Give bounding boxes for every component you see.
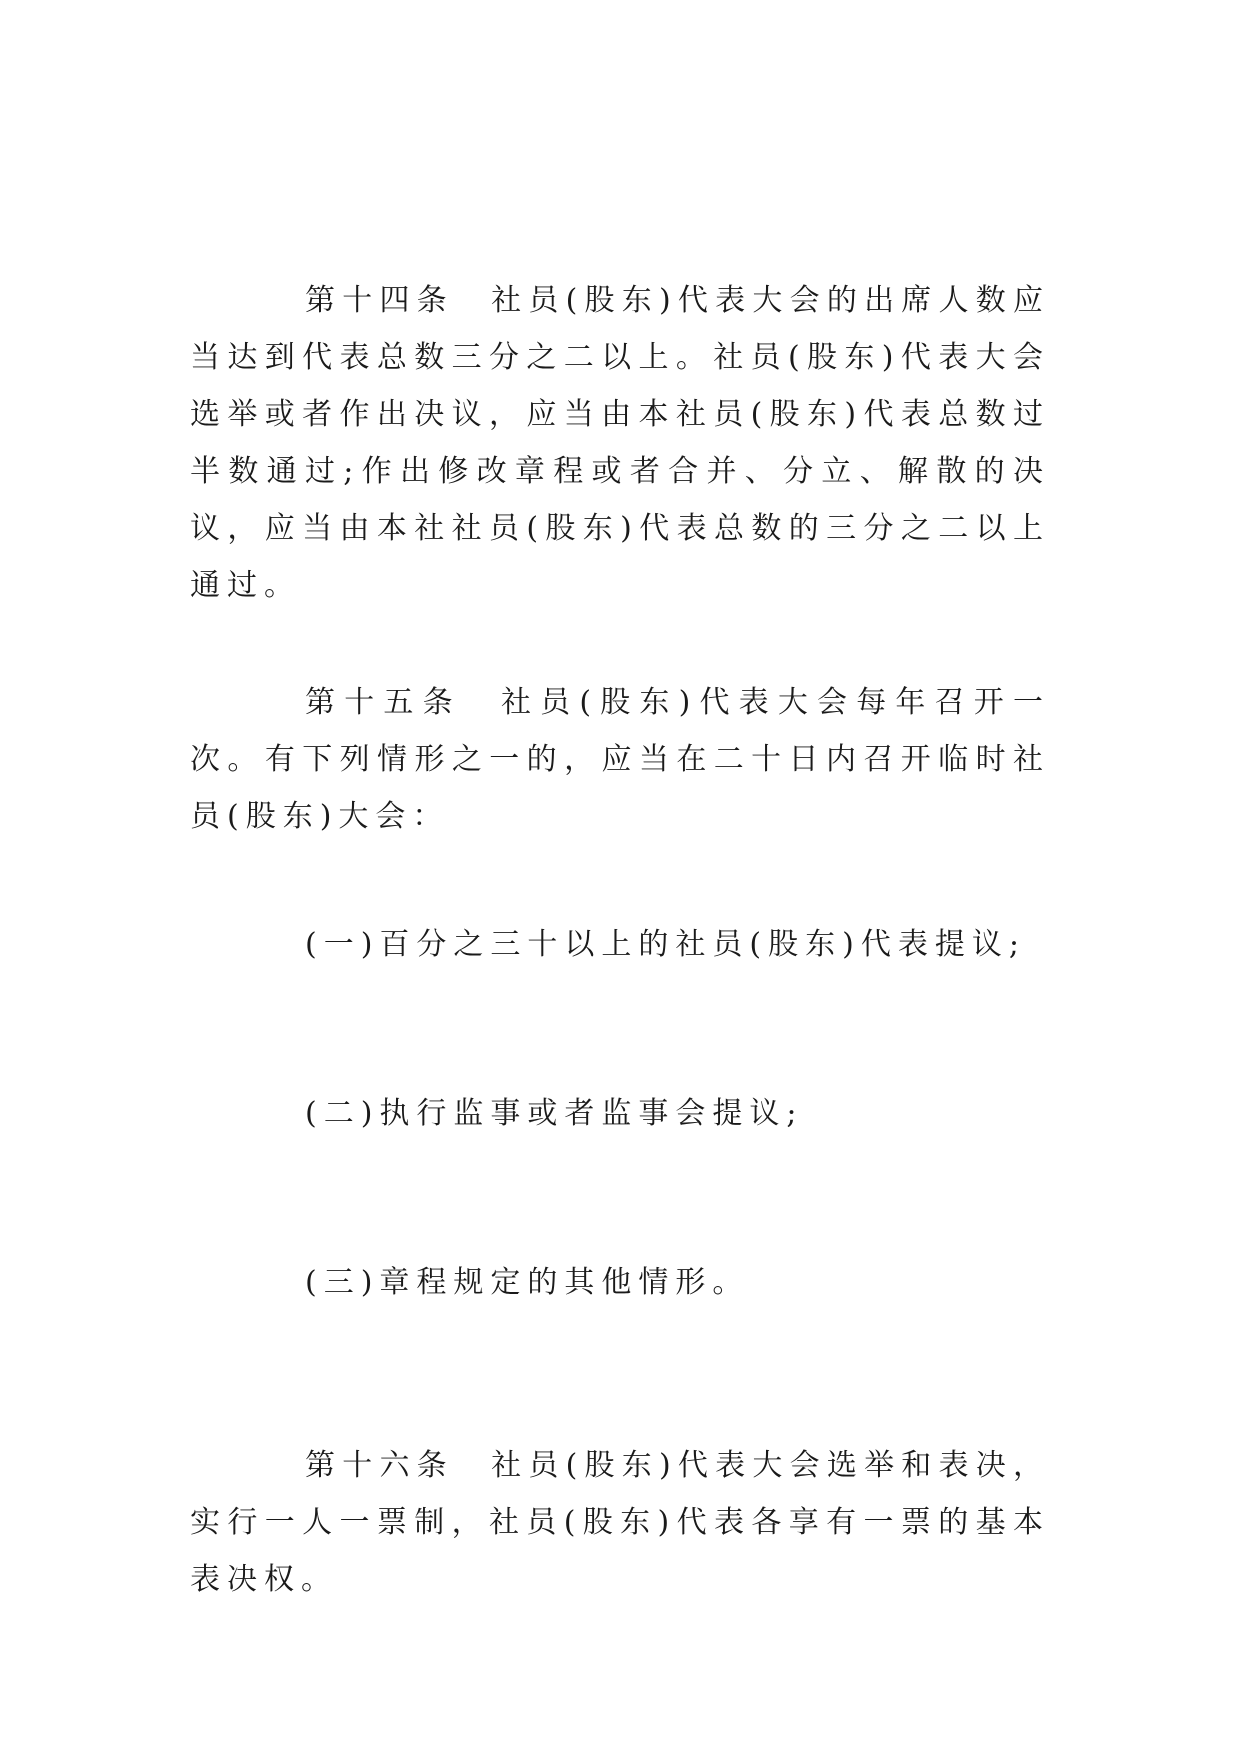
article-14-paragraph: 第十四条 社员(股东)代表大会的出席人数应当达到代表总数三分之二以上。社员(股东)代表大会选举或者作出决议，应当由本社员(股东)代表总数过半数通过;作出修改章程或者合并、分立、解散的决议，应当由本社社员(股东)代表总数的三分之二以上通过。: [190, 283, 1050, 603]
article-15-item-2: (二)执行监事或者监事会提议;: [305, 1096, 804, 1131]
article-15-item-1: (一)百分之三十以上的社员(股东)代表提议;: [305, 927, 1026, 962]
article-15-paragraph: 第十五条 社员(股东)代表大会每年召开一次。有下列情形之一的，应当在二十日内召开临时社员(股东)大会：: [190, 685, 1050, 834]
article-16-paragraph: 第十六条 社员(股东)代表大会选举和表决，实行一人一票制，社员(股东)代表各享有一票的基本表决权。: [190, 1448, 1050, 1597]
article-15-item-3: (三)章程规定的其他情形。: [305, 1265, 750, 1300]
